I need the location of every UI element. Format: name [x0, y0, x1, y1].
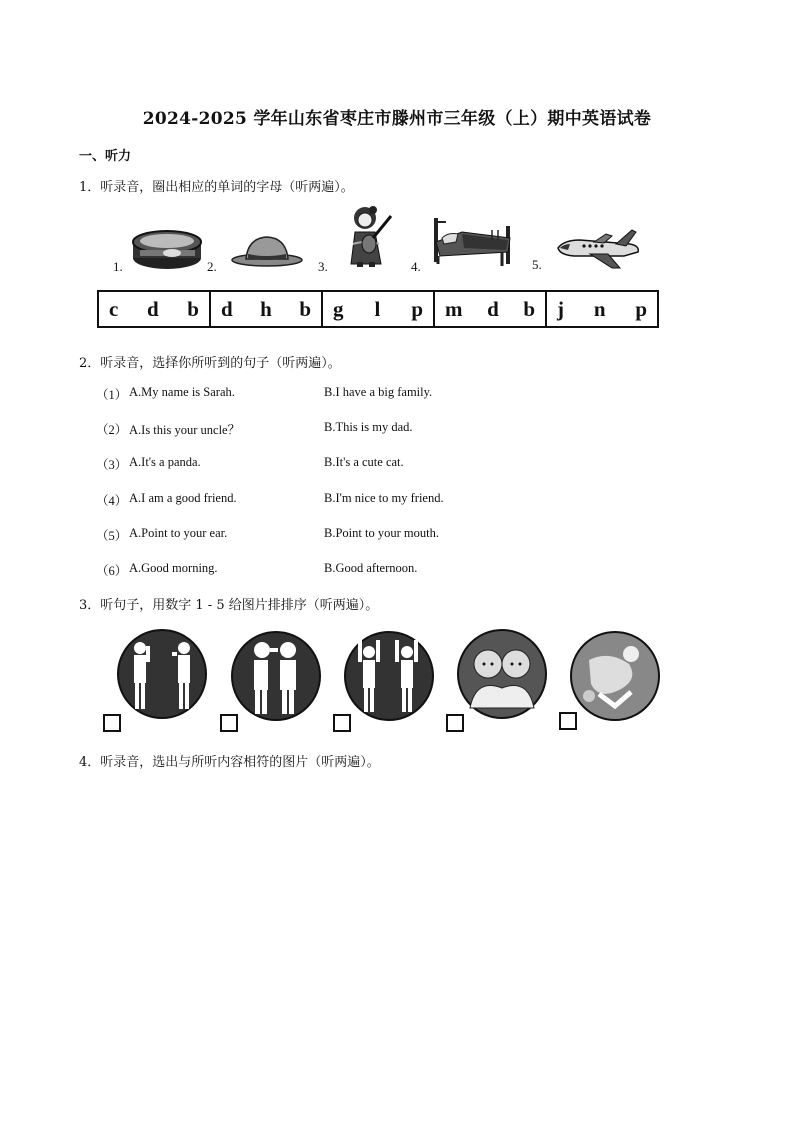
letter-group-5 [547, 292, 657, 326]
letter-option[interactable]: j [557, 296, 564, 321]
option-a[interactable]: A.Point to your ear. [129, 526, 228, 540]
option-a[interactable]: A.Is this your uncle？ [129, 423, 241, 437]
two-men-talking-icon [116, 628, 208, 720]
picture-number-4: 4. [411, 259, 421, 274]
letter-option[interactable]: m [445, 296, 463, 321]
option-b[interactable]: B.It's a cute cat. [324, 455, 404, 469]
option-b[interactable]: B.I'm nice to my friend. [324, 491, 444, 505]
picture-number-1: 1. [113, 259, 123, 274]
question-4-prompt: 4．听录音，选出与所听内容相符的图片（听两遍）。 [79, 755, 380, 770]
bed-icon [432, 212, 514, 268]
letter-option[interactable]: b [187, 296, 199, 321]
question-3-prompt: 3．听句子，用数字 1 - 5 给图片排排序（听两遍）。 [79, 598, 379, 613]
letter-option[interactable]: p [411, 296, 423, 321]
item-number: （5） [96, 529, 128, 543]
option-a[interactable]: A.I am a good friend. [129, 491, 237, 505]
letter-group-4 [435, 292, 547, 326]
letter-group-3 [323, 292, 435, 326]
item-number: （6） [96, 564, 128, 578]
letter-group-2 [211, 292, 323, 326]
option-b[interactable]: B.I have a big family. [324, 385, 433, 399]
item-number: （4） [96, 494, 128, 508]
picture-number-2: 2. [207, 259, 217, 274]
letter-option[interactable]: d [221, 296, 233, 321]
option-a[interactable]: A.It's a panda. [129, 455, 201, 469]
option-a[interactable]: A.My name is Sarah. [129, 385, 235, 399]
question-1-prompt: 1．听录音，圈出相应的单词的字母（听两遍）。 [79, 180, 354, 195]
item-number: （3） [96, 458, 128, 472]
letter-option[interactable]: l [374, 296, 381, 321]
letter-option[interactable]: g [333, 296, 344, 321]
hat-icon [230, 232, 304, 268]
tin-can-icon [130, 224, 205, 272]
letter-option[interactable]: b [523, 296, 535, 321]
letter-option[interactable]: d [146, 296, 159, 321]
picture-number-5: 5. [532, 257, 542, 272]
option-b[interactable]: B.This is my dad. [324, 420, 413, 434]
two-men-waving-icon [343, 630, 435, 722]
airplane-icon [554, 228, 642, 270]
letter-option[interactable]: c [109, 296, 119, 321]
item-number: （2） [96, 423, 128, 437]
answer-box-5[interactable] [559, 712, 577, 730]
section-heading-listening: 一、听力 [79, 149, 132, 164]
picture-number-3: 3. [318, 259, 328, 274]
item-number: （1） [96, 388, 128, 402]
letter-option[interactable]: n [593, 296, 606, 321]
letter-option[interactable]: p [635, 296, 647, 321]
letter-option[interactable]: d [487, 296, 499, 321]
letter-group-1 [99, 292, 211, 326]
answer-box-3[interactable] [333, 714, 351, 732]
dotted-scene-icon [569, 630, 661, 722]
two-faces-icon [456, 628, 548, 720]
option-b[interactable]: B.Good afternoon. [324, 561, 418, 575]
page-title: 2024-2025 学年山东省枣庄市滕州市三年级（上）期中英语试卷 [142, 109, 652, 129]
answer-box-1[interactable] [103, 714, 121, 732]
answer-box-4[interactable] [446, 714, 464, 732]
answer-box-2[interactable] [220, 714, 238, 732]
letter-option[interactable]: h [260, 296, 272, 321]
option-b[interactable]: B.Point to your mouth. [324, 526, 439, 540]
girl-with-guitar-icon [345, 204, 397, 268]
letter-choice-table [97, 290, 659, 328]
option-a[interactable]: A.Good morning. [129, 561, 218, 575]
question-2-prompt: 2．听录音，选择你所听到的句子（听两遍）。 [79, 356, 341, 371]
man-pointing-to-ear-icon [230, 630, 322, 722]
letter-option[interactable]: b [299, 296, 311, 321]
